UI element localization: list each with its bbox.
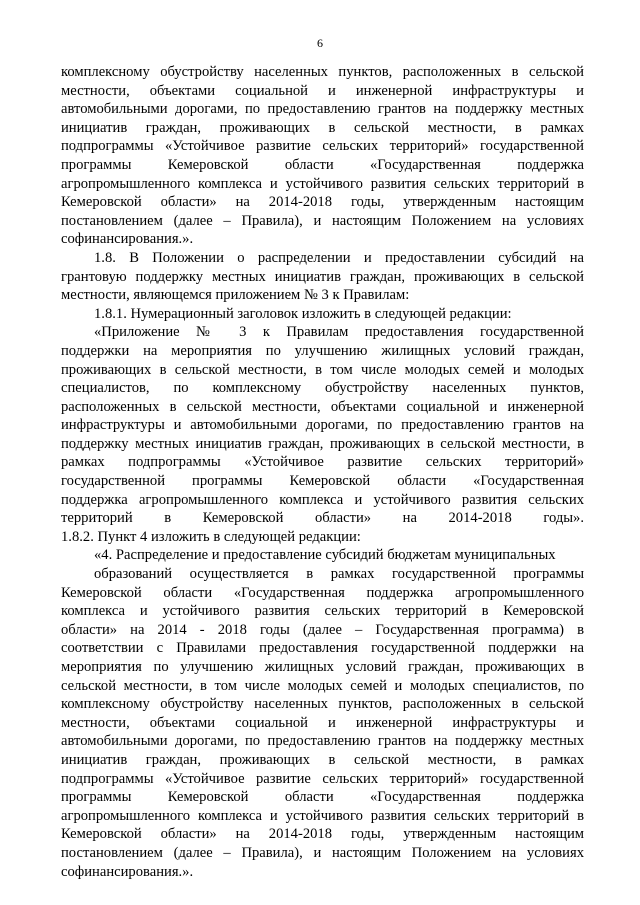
text-line: комплекса и устойчивого развития сельских территорий в Кемеровской xyxy=(61,603,584,620)
text-line: поддержка агропромышленного комплекса и устойчивого развития сельских xyxy=(61,491,584,508)
text-line: местности, объектами социальной и инженерной инфраструктуры и xyxy=(61,82,584,99)
text-line: местности, являющемся приложением № 3 к Правилам: xyxy=(61,287,410,304)
paragraph-first-line: «Приложение № 3 к Правилам предоставления государственной xyxy=(94,324,584,341)
text-line: соответствии с Правилами предоставления государственной поддержки на xyxy=(61,640,584,657)
text-line: инициатив граждан, проживающих в сельской местности, в рамках xyxy=(61,119,584,136)
paragraph-first-line: образований осуществляется в рамках государственной программы xyxy=(94,566,584,583)
text-line: 1.8.2. Пункт 4 изложить в следующей редакции: xyxy=(61,528,361,545)
text-line: подпрограммы «Устойчивое развитие сельских территорий» государственной xyxy=(61,138,584,155)
text-line: проживающих в сельской местности, в том числе молодых семей и молодых xyxy=(61,361,584,378)
text-line: инфраструктуры и автомобильными дорогами, по предоставлению грантов на xyxy=(61,417,584,434)
text-line: расположенных в сельской местности, объектами социальной и инженерной xyxy=(61,398,584,415)
text-line: софинансирования.». xyxy=(61,231,194,248)
text-line: территорий в Кемеровской области» на 2014-2018 годы». xyxy=(61,510,584,527)
text-line: специалистов, по комплексному обустройству населенных пунктов, xyxy=(61,380,584,397)
text-line: Кемеровской области» на 2014-2018 годы, утвержденным настоящим xyxy=(61,826,584,843)
text-line: постановлением (далее – Правила), и настоящим Положением на условиях xyxy=(61,844,584,861)
text-line: государственной программы Кемеровской области «Государственная xyxy=(61,473,584,490)
text-line: Кемеровской области» на 2014-2018 годы, утвержденным настоящим xyxy=(61,194,584,211)
text-line: поддержку местных инициатив граждан, проживающих в сельской местности, в xyxy=(61,435,584,452)
text-line: программы Кемеровской области «Государственная поддержка xyxy=(61,156,584,173)
text-line: сельской местности, в том числе молодых семей и молодых специалистов, по xyxy=(61,677,584,694)
text-line: подпрограммы «Устойчивое развитие сельских территорий» государственной xyxy=(61,770,584,787)
text-line: местности, объектами социальной и инженерной инфраструктуры и xyxy=(61,714,584,731)
text-line: программы Кемеровской области «Государственная поддержка xyxy=(61,789,584,806)
text-line: поддержки на мероприятия по улучшению жилищных условий граждан, xyxy=(61,342,584,359)
text-line: комплексному обустройству населенных пунктов, расположенных в сельской xyxy=(61,64,584,80)
page-number: 6 xyxy=(317,36,323,50)
text-line: инициатив граждан, проживающих в сельской местности, в рамках xyxy=(61,751,584,768)
text-line: комплексному обустройству населенных пунктов, расположенных в сельской xyxy=(61,696,584,713)
text-line: рамках подпрограммы «Устойчивое развитие сельских территорий» xyxy=(61,454,584,471)
text-line xyxy=(61,881,584,900)
text-line: грантовую поддержку местных инициатив граждан, проживающих в сельской xyxy=(61,268,584,285)
text-line: автомобильными дорогами, по предоставлению грантов на поддержку местных xyxy=(61,101,584,118)
document-body xyxy=(61,63,584,900)
text-line: автомобильными дорогами, по предоставлению грантов на поддержку местных xyxy=(61,733,584,750)
paragraph-first-line: 1.8.1. Нумерационный заголовок изложить в следующей редакции: xyxy=(94,305,512,322)
paragraph-first-line: 1.8. В Положении о распределении и предоставлении субсидий на xyxy=(94,249,584,266)
text-line: области» на 2014 - 2018 годы (далее – Государственная программа) в xyxy=(61,621,584,638)
text-line: постановлением (далее – Правила), и настоящим Положением на условиях xyxy=(61,212,584,229)
text-line: Кемеровской области «Государственная поддержка агропромышленного xyxy=(61,584,584,601)
text-line: агропромышленного комплекса и устойчивого развития сельских территорий в xyxy=(61,175,584,192)
text-line: агропромышленного комплекса и устойчивого развития сельских территорий в xyxy=(61,807,584,824)
text-line: мероприятия по улучшению жилищных условий граждан, проживающих в xyxy=(61,659,584,675)
text-line: софинансирования.». xyxy=(61,863,194,880)
paragraph-first-line: «4. Распределение и предоставление субсидий бюджетам муниципальных xyxy=(94,547,556,564)
